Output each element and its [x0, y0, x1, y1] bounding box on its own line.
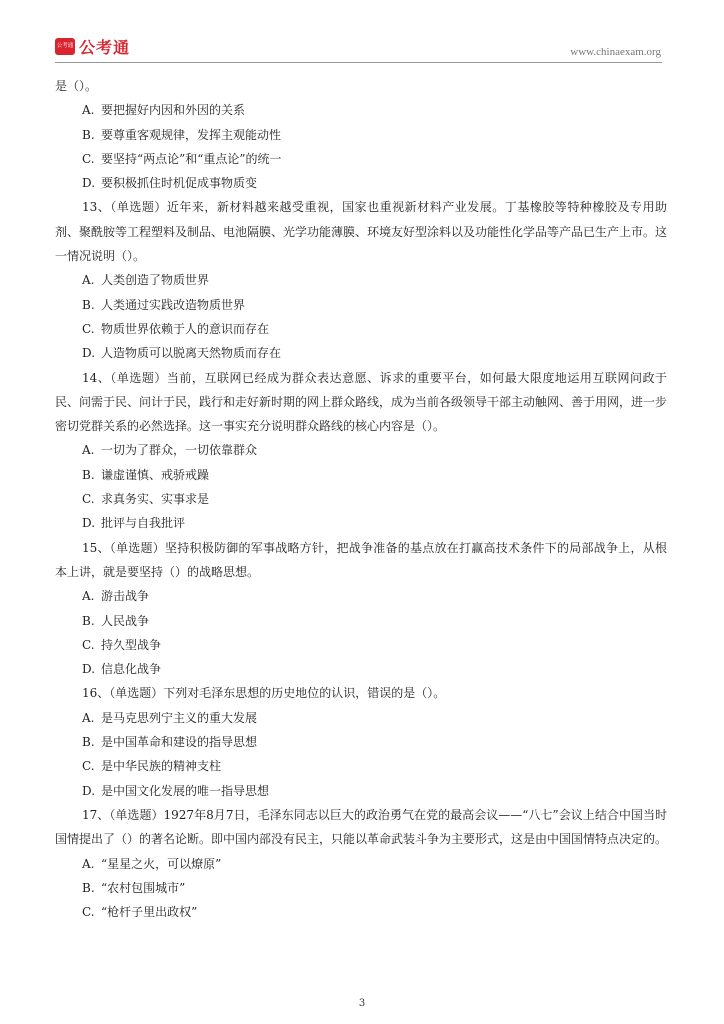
option-letter: D.	[82, 516, 96, 531]
option	[55, 463, 667, 487]
option-text: 一切为了群众，一切依靠群众	[101, 443, 258, 458]
option-letter: B.	[82, 735, 95, 750]
question-15	[55, 536, 667, 682]
question-stem: 13、（单选题）近年来，新材料越来越受重视，国家也重视新材料产业发展。丁基橡胶等特种橡胶及专用助剂、聚酰胺等工程塑料及制品、电池隔膜、光学功能薄膜、环境友好型涂料以及功能性化学品等产品已生产上市。这一情况说明（）。	[55, 200, 668, 264]
option-letter: B.	[82, 297, 95, 312]
option-text: 是中华民族的精神支柱	[101, 759, 222, 774]
logo-mark-icon: 公考通	[55, 38, 75, 55]
logo-text: 公考通	[79, 37, 131, 57]
option-text: 求真务实、实事求是	[101, 492, 210, 507]
option-letter: D.	[82, 783, 96, 798]
option-letter: A.	[82, 589, 95, 604]
option-letter: C.	[82, 759, 95, 774]
option	[55, 171, 667, 195]
option	[55, 609, 667, 633]
option-text: 要尊重客观规律，发挥主观能动性	[101, 127, 282, 142]
option-letter: B.	[82, 127, 95, 142]
option-letter: C.	[82, 151, 95, 166]
question-stem: 14、（单选题）当前，互联网已经成为群众表达意愿、诉求的重要平台，如何最大限度地运用互联网问政于民、问需于民、问计于民，践行和走好新时期的网上群众路线，成为当前各级领导干部主动触网、善于用网，进一步密切党群关系的必然选择。这一事实充分说明群众路线的核心内容是（）。	[55, 370, 668, 434]
question-17	[55, 803, 667, 924]
option-text: 要积极抓住时机促成事物质变	[101, 176, 258, 191]
option	[55, 98, 667, 122]
question-stem: 15、（单选题）坚持积极防御的军事战略方针，把战争准备的基点放在打赢高技术条件下的局部战争上，从根本上讲，就是要坚持（）的战略思想。	[55, 540, 667, 579]
document-body	[55, 74, 667, 924]
option	[55, 268, 667, 292]
option-letter: A.	[82, 443, 95, 458]
option-letter: A.	[82, 856, 95, 871]
option	[55, 317, 667, 341]
site-url: www.chinaexam.org	[570, 46, 661, 58]
option	[55, 438, 667, 462]
option	[55, 730, 667, 754]
option	[55, 633, 667, 657]
logo	[55, 36, 130, 56]
option	[55, 147, 667, 171]
option-text: 批评与自我批评	[101, 516, 186, 531]
option-text: 人造物质可以脱离天然物质而存在	[101, 346, 282, 361]
option-text: 人类通过实践改造物质世界	[101, 297, 246, 312]
option	[55, 487, 667, 511]
question-16	[55, 681, 667, 802]
option-text: 信息化战争	[101, 662, 162, 677]
option-text: 要把握好内因和外因的关系	[101, 103, 246, 118]
option-letter: A.	[82, 273, 95, 288]
previous-question-tail: 是（）。	[55, 79, 98, 93]
option	[55, 900, 667, 924]
option-text: 要坚持“两点论”和“重点论”的统一	[101, 151, 282, 166]
option-letter: B.	[82, 613, 95, 628]
option-text: 是中国革命和建设的指导思想	[101, 735, 258, 750]
option-text: “农村包围城市”	[101, 880, 186, 895]
option-text: 谦虚谨慎、戒骄戒躁	[101, 467, 210, 482]
option-letter: B.	[82, 467, 95, 482]
option-letter: C.	[82, 905, 95, 920]
previous-question-options	[55, 98, 667, 195]
option-letter: A.	[82, 103, 95, 118]
option-text: 人民战争	[101, 613, 150, 628]
option	[55, 123, 667, 147]
option	[55, 341, 667, 365]
option-text: 是马克思列宁主义的重大发展	[101, 710, 258, 725]
page-header	[0, 0, 724, 70]
option-text: “星星之火，可以燎原”	[101, 856, 222, 871]
option-letter: D.	[82, 176, 96, 191]
option	[55, 779, 667, 803]
option-text: 物质世界依赖于人的意识而存在	[101, 321, 270, 336]
option-letter: D.	[82, 346, 96, 361]
header-divider	[55, 62, 662, 63]
option-text: “枪杆子里出政权”	[101, 905, 198, 920]
option-letter: C.	[82, 321, 95, 336]
option-letter: A.	[82, 710, 95, 725]
question-14	[55, 366, 667, 536]
option	[55, 293, 667, 317]
option-text: 人类创造了物质世界	[101, 273, 210, 288]
option	[55, 754, 667, 778]
option-text: 持久型战争	[101, 637, 162, 652]
option-letter: C.	[82, 637, 95, 652]
option	[55, 852, 667, 876]
option-letter: B.	[82, 880, 95, 895]
option	[55, 706, 667, 730]
page-number: 3	[358, 998, 366, 1009]
question-stem: 16、（单选题）下列对毛泽东思想的历史地位的认识，错误的是（）。	[82, 686, 446, 701]
option	[55, 657, 667, 681]
option	[55, 511, 667, 535]
question-stem: 17、（单选题）1927年8月7日，毛泽东同志以巨大的政治勇气在党的最高会议——“八七”会议上结合中国当时国情提出了（）的著名论断。即中国内部没有民主，只能以革命武装斗争为主要形式，这是由中国国情特点决定的。	[55, 807, 668, 847]
option-letter: C.	[82, 492, 95, 507]
option	[55, 584, 667, 608]
option	[55, 876, 667, 900]
option-text: 游击战争	[101, 589, 150, 604]
option-letter: D.	[82, 662, 96, 677]
question-13	[55, 195, 667, 365]
option-text: 是中国文化发展的唯一指导思想	[101, 783, 270, 798]
